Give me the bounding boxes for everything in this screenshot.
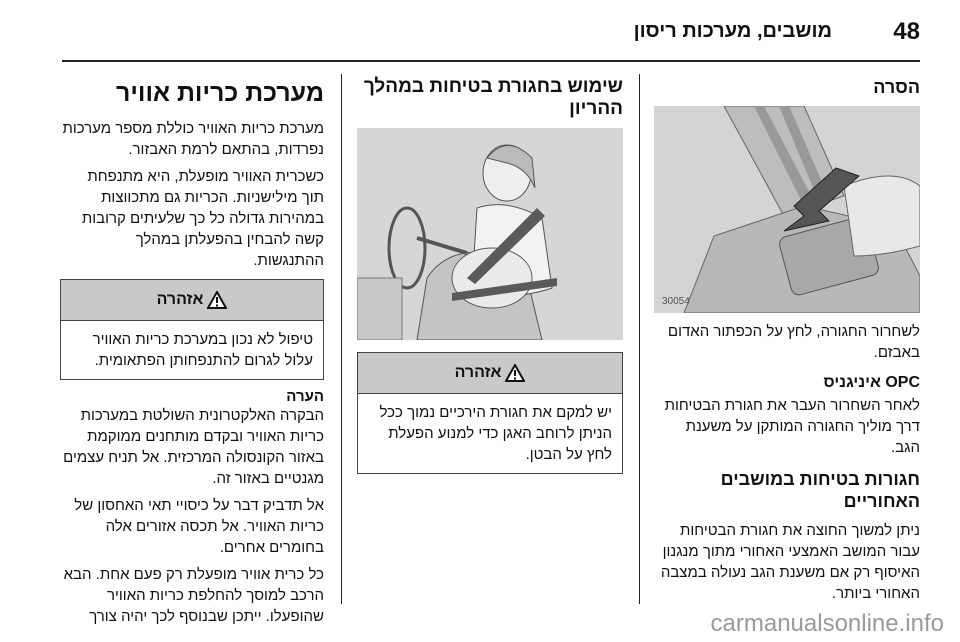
note-label: הערה	[286, 388, 324, 405]
warning-text: יש למקם את חגורת הירכיים נמוך ככל הניתן לרוחב האגן כדי למנוע הפעלת לחץ על הבטן.	[379, 404, 612, 463]
warning-triangle-icon	[505, 364, 525, 382]
middle-column	[357, 66, 623, 474]
buckle-release-figure	[654, 106, 920, 313]
chapter-title: מושבים, מערכות ריסון	[633, 20, 832, 42]
airbag-warning-box	[60, 279, 324, 380]
airbag-para-2: כשכרית האוויר מופעלת, היא מתנפחת תוך מילישניות. הכריות גם מתכווצות במהירות גדולה כל כך שלעיתים קרובות קשה להבחין בהפעלתן במהלך ההתנגשות.	[81, 168, 324, 269]
warning-triangle-icon	[207, 291, 227, 309]
opc-heading: OPC איניגניס	[823, 374, 920, 391]
note-para-2: אל תדביק דבר על כיסויי תאי האחסון של כריות האוויר. אל תכסה אזורים אלה בחומרים אחרים.	[74, 497, 324, 556]
note-para-1: הבקרה האלקטרונית השולטת במערכות כריות האוויר ובקדם מותחנים ממוקמת באזור הקונסולה המרכזית. אל תניח עצמים מגנטיים באזור זה.	[63, 407, 324, 487]
page-header	[0, 0, 960, 62]
pregnancy-figure	[357, 128, 623, 340]
pregnant-driver-illustration	[357, 128, 623, 340]
airbag-heading: מערכת כריות אוויר	[115, 79, 324, 107]
left-column	[62, 66, 324, 633]
warning-text: טיפול לא נכון במערכת כריות האוויר עלול לגרום להתנפחותן הפתאומית.	[92, 331, 313, 369]
pregnancy-warning-box	[357, 352, 623, 474]
column-divider-left	[341, 74, 342, 604]
right-column	[654, 66, 920, 610]
removal-heading: הסרה	[873, 77, 920, 97]
rear-seat-text: ניתן למשוך החוצה את חגורת הבטיחות עבור המושב האמצעי האחורי מתוך מנגנון האיסוף רק אם משענת הגב נעולה במצבה האחורי ביותר.	[660, 522, 920, 602]
watermark-text: carmanualsonline.info	[710, 610, 944, 637]
rear-seat-heading: חגורות בטיחות במושבים האחוריים	[720, 469, 920, 511]
pregnancy-heading: שימוש בחגורת בטיחות במהלך ההריון	[363, 76, 623, 119]
warning-header	[358, 353, 622, 394]
page-number: 48	[893, 18, 920, 45]
buckle-caption: לשחרור החגורה, לחץ על הכפתור האדום באבזם.	[667, 323, 920, 361]
buckle-illustration	[654, 106, 920, 313]
warning-header	[61, 280, 323, 321]
note-para-3: כל כרית אוויר מופעלת רק פעם אחת. הבא הרכב למוסך להחלפת כריות האוויר שהופעלו. ייתכן שבנוסף לכך יהיה צורך	[63, 566, 324, 625]
opc-text: לאחר השחרור העבר את חגורת הבטיחות דרך מוליך החגורה המותקן על משענת הגב.	[664, 397, 920, 456]
warning-title: אזהרה	[156, 291, 204, 308]
column-divider-right	[639, 74, 640, 604]
warning-title: אזהרה	[454, 364, 502, 381]
airbag-para-1: מערכת כריות האוויר כוללת מספר מערכות נפרדות, בהתאם לרמת האבזור.	[62, 120, 324, 158]
figure-code: 30054	[662, 296, 690, 307]
header-rule	[62, 60, 920, 62]
